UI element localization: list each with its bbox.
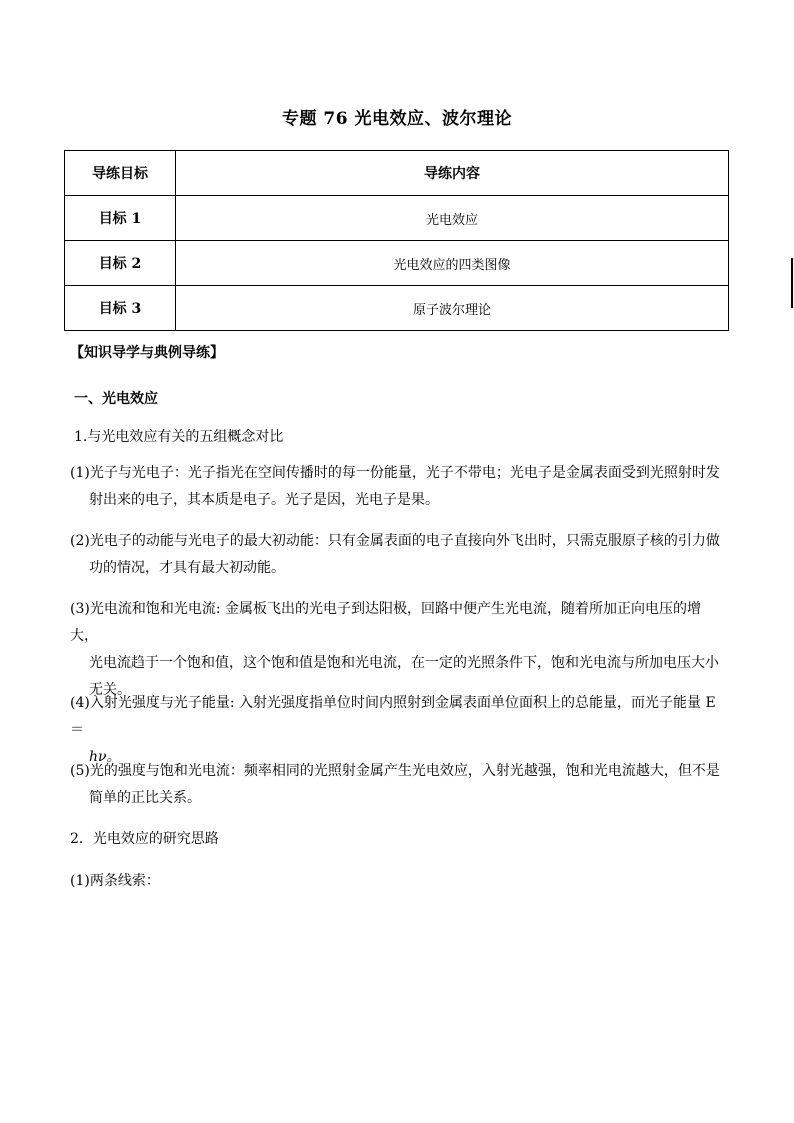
paragraph-5 (70, 758, 725, 812)
paragraph-line: (1)光子与光电子：光子指光在空间传播时的每一份能量，光子不带电；光电子是金属表面受到光照射时发 (70, 465, 720, 481)
table-row (65, 241, 729, 286)
table-cell-goal: 目标 3 (65, 286, 176, 331)
section-bracket-heading: 【知识导学与典例导练】 (70, 345, 224, 361)
margin-bar (791, 258, 793, 308)
goals-table (64, 150, 729, 331)
paragraph-line: 射出来的电子，其本质是电子。光子是因，光电子是果。 (89, 492, 439, 508)
paragraph-line: (5)光的强度与饱和光电流：频率相同的光照射金属产生光电效应，入射光越强，饱和光电流越大，但不是 (70, 763, 720, 779)
item-2-subtitle: (1)两条线索： (70, 873, 160, 889)
paragraph-line: 光电流趋于一个饱和值，这个饱和值是饱和光电流，在一定的光照条件下，饱和光电流与所加电压大小 (89, 655, 719, 671)
table-cell-content: 原子波尔理论 (176, 286, 729, 331)
table-cell-goal: 目标 1 (65, 196, 176, 241)
item-2-title: 2．光电效应的研究思路 (70, 831, 219, 847)
table-header-cell: 导练目标 (65, 151, 176, 196)
table-cell-goal: 目标 2 (65, 241, 176, 286)
item-1-title: 1.与光电效应有关的五组概念对比 (74, 429, 284, 445)
paragraph-2 (70, 528, 725, 582)
section-heading-1: 一、光电效应 (74, 391, 158, 407)
paragraph-line: (2)光电子的动能与光电子的最大初动能：只有金属表面的电子直接向外飞出时，只需克服原子核的引力做 (70, 533, 720, 549)
paragraph-line: (4)入射光强度与光子能量: 入射光强度指单位时间内照射到金属表面单位面积上的总能量，而光子能量 E＝ (70, 695, 716, 738)
paragraph-line: hν。 (89, 749, 121, 765)
paragraph-1 (70, 460, 725, 514)
paragraph-line: (3)光电流和饱和光电流: 金属板飞出的光电子到达阳极，回路中便产生光电流，随着所加正向电压的增大， (70, 601, 701, 644)
table-header-row (65, 151, 729, 196)
paragraph-line: 简单的正比关系。 (89, 790, 201, 806)
paragraph-line: 功的情况，才具有最大初动能。 (89, 560, 285, 576)
table-cell-content: 光电效应的四类图像 (176, 241, 729, 286)
page-title: 专题 76 光电效应、波尔理论 (282, 109, 512, 129)
table-row (65, 286, 729, 331)
table-row (65, 196, 729, 241)
table-header-cell: 导练内容 (176, 151, 729, 196)
paragraph-line: 无关。 (89, 682, 131, 698)
table-cell-content: 光电效应 (176, 196, 729, 241)
paragraph-3 (70, 596, 725, 704)
